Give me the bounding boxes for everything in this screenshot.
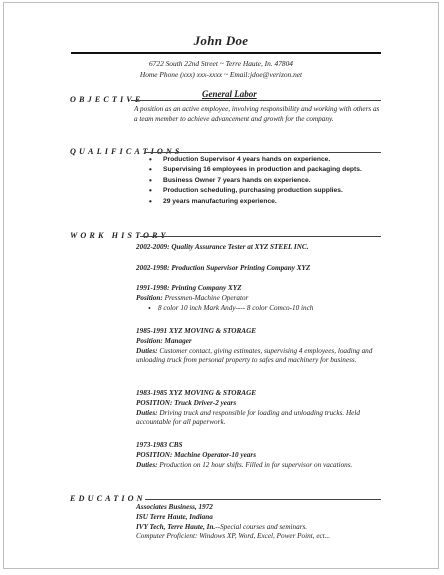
bullet-icon: • <box>148 303 151 313</box>
job-header: 2002-1998: Production Supervisor Printing Company XYZ <box>136 264 311 272</box>
duties-label: Duties: <box>136 460 158 469</box>
job-header: 1973-1983 CBS <box>136 441 183 449</box>
education-line: Associates Business, 1972 <box>136 503 213 511</box>
list-item: • Supervising 16 employees in production and packaging depts. <box>134 165 389 175</box>
education-divider <box>145 499 381 500</box>
job-entry <box>136 389 388 428</box>
job-duties <box>136 461 388 471</box>
job-entry <box>136 441 388 470</box>
position-text: Pressmen-Machine Operator <box>162 293 249 302</box>
list-item: • 29 years manufacturing experience. <box>134 197 389 207</box>
qualifications-list <box>134 155 389 207</box>
job-entry <box>136 284 388 313</box>
job-bullet-text: 8 color 10 inch Mark Andy---- 8 color Comco-10 inch <box>158 303 314 312</box>
resume-page <box>3 2 439 569</box>
education-line <box>136 523 396 533</box>
list-item: • Business Owner 7 years hands on experience. <box>134 176 389 186</box>
job-header: 2002-2009: Quality Assurance Tester at XYZ STEEL INC. <box>136 243 309 251</box>
header-divider <box>71 52 381 54</box>
qualifications-heading: QUALIFICATIONS <box>70 147 183 156</box>
contact-line: Home Phone (xxx) xxx-xxxx ~ Email:jdoe@verizon.net <box>139 70 303 79</box>
job-entry <box>136 264 388 274</box>
duties-label: Duties: <box>136 408 158 417</box>
duties-text: Customer contact, giving estimates, supervising 4 employees, loading and unloading truck from personal property to safes and machinery for business. <box>136 346 373 365</box>
work-history-divider <box>140 236 381 237</box>
job-entry <box>136 243 388 253</box>
address-line: 6722 South 22nd Street ~ Terre Haute, In. 47804 <box>148 59 293 68</box>
job-position: Position: Manager <box>136 336 192 345</box>
work-history-heading: WORK HISTORY <box>70 231 169 240</box>
objective-text: A position as an active employee, involving responsibility and working with others as a team member to achieve advancement and growth for the company. <box>134 105 380 123</box>
duties-label: Duties: <box>136 346 158 355</box>
qualifications-divider <box>145 152 381 153</box>
job-duties <box>136 347 388 367</box>
applicant-name: John Doe <box>193 33 249 48</box>
education-note: --Special courses and seminars. <box>215 522 308 531</box>
job-header: 1985-1991 XYZ MOVING & STORAGE <box>136 327 257 335</box>
job-duties <box>136 409 388 429</box>
duties-text: Production on 12 hour shifts. Filled in for supervisor on vacations. <box>157 460 353 469</box>
objective-title: General Labor <box>202 89 257 99</box>
list-item: • Production scheduling, purchasing production supplies. <box>134 186 389 196</box>
job-entry <box>136 327 388 366</box>
list-item: • Production Supervisor 4 years hands on experience. <box>134 155 389 165</box>
duties-text: Driving truck and responsible for loading and unloading trucks. Held accountable for all paperwork. <box>136 408 360 427</box>
objective-divider <box>131 100 381 101</box>
education-line: ISU Terre Haute, Indiana <box>136 512 213 521</box>
objective-heading: OBJECTIVE <box>70 95 144 104</box>
job-position: POSITION: Machine Operator-10 years <box>136 450 256 459</box>
job-bullet <box>136 304 388 314</box>
position-label: Position: <box>136 293 163 302</box>
job-position <box>136 294 388 304</box>
education-block <box>136 503 396 542</box>
job-header: 1991-1998: Printing Company XYZ <box>136 284 242 292</box>
education-line: Computer Proficient: Windows XP, Word, Excel, Power Point, ect... <box>136 532 331 541</box>
job-header: 1983-1985 XYZ MOVING & STORAGE <box>136 389 257 397</box>
education-heading: EDUCATION <box>70 494 146 503</box>
job-position: POSITION: Truck Driver-2 years <box>136 398 237 407</box>
education-school: IVY Tech, Terre Haute, In. <box>136 522 216 531</box>
